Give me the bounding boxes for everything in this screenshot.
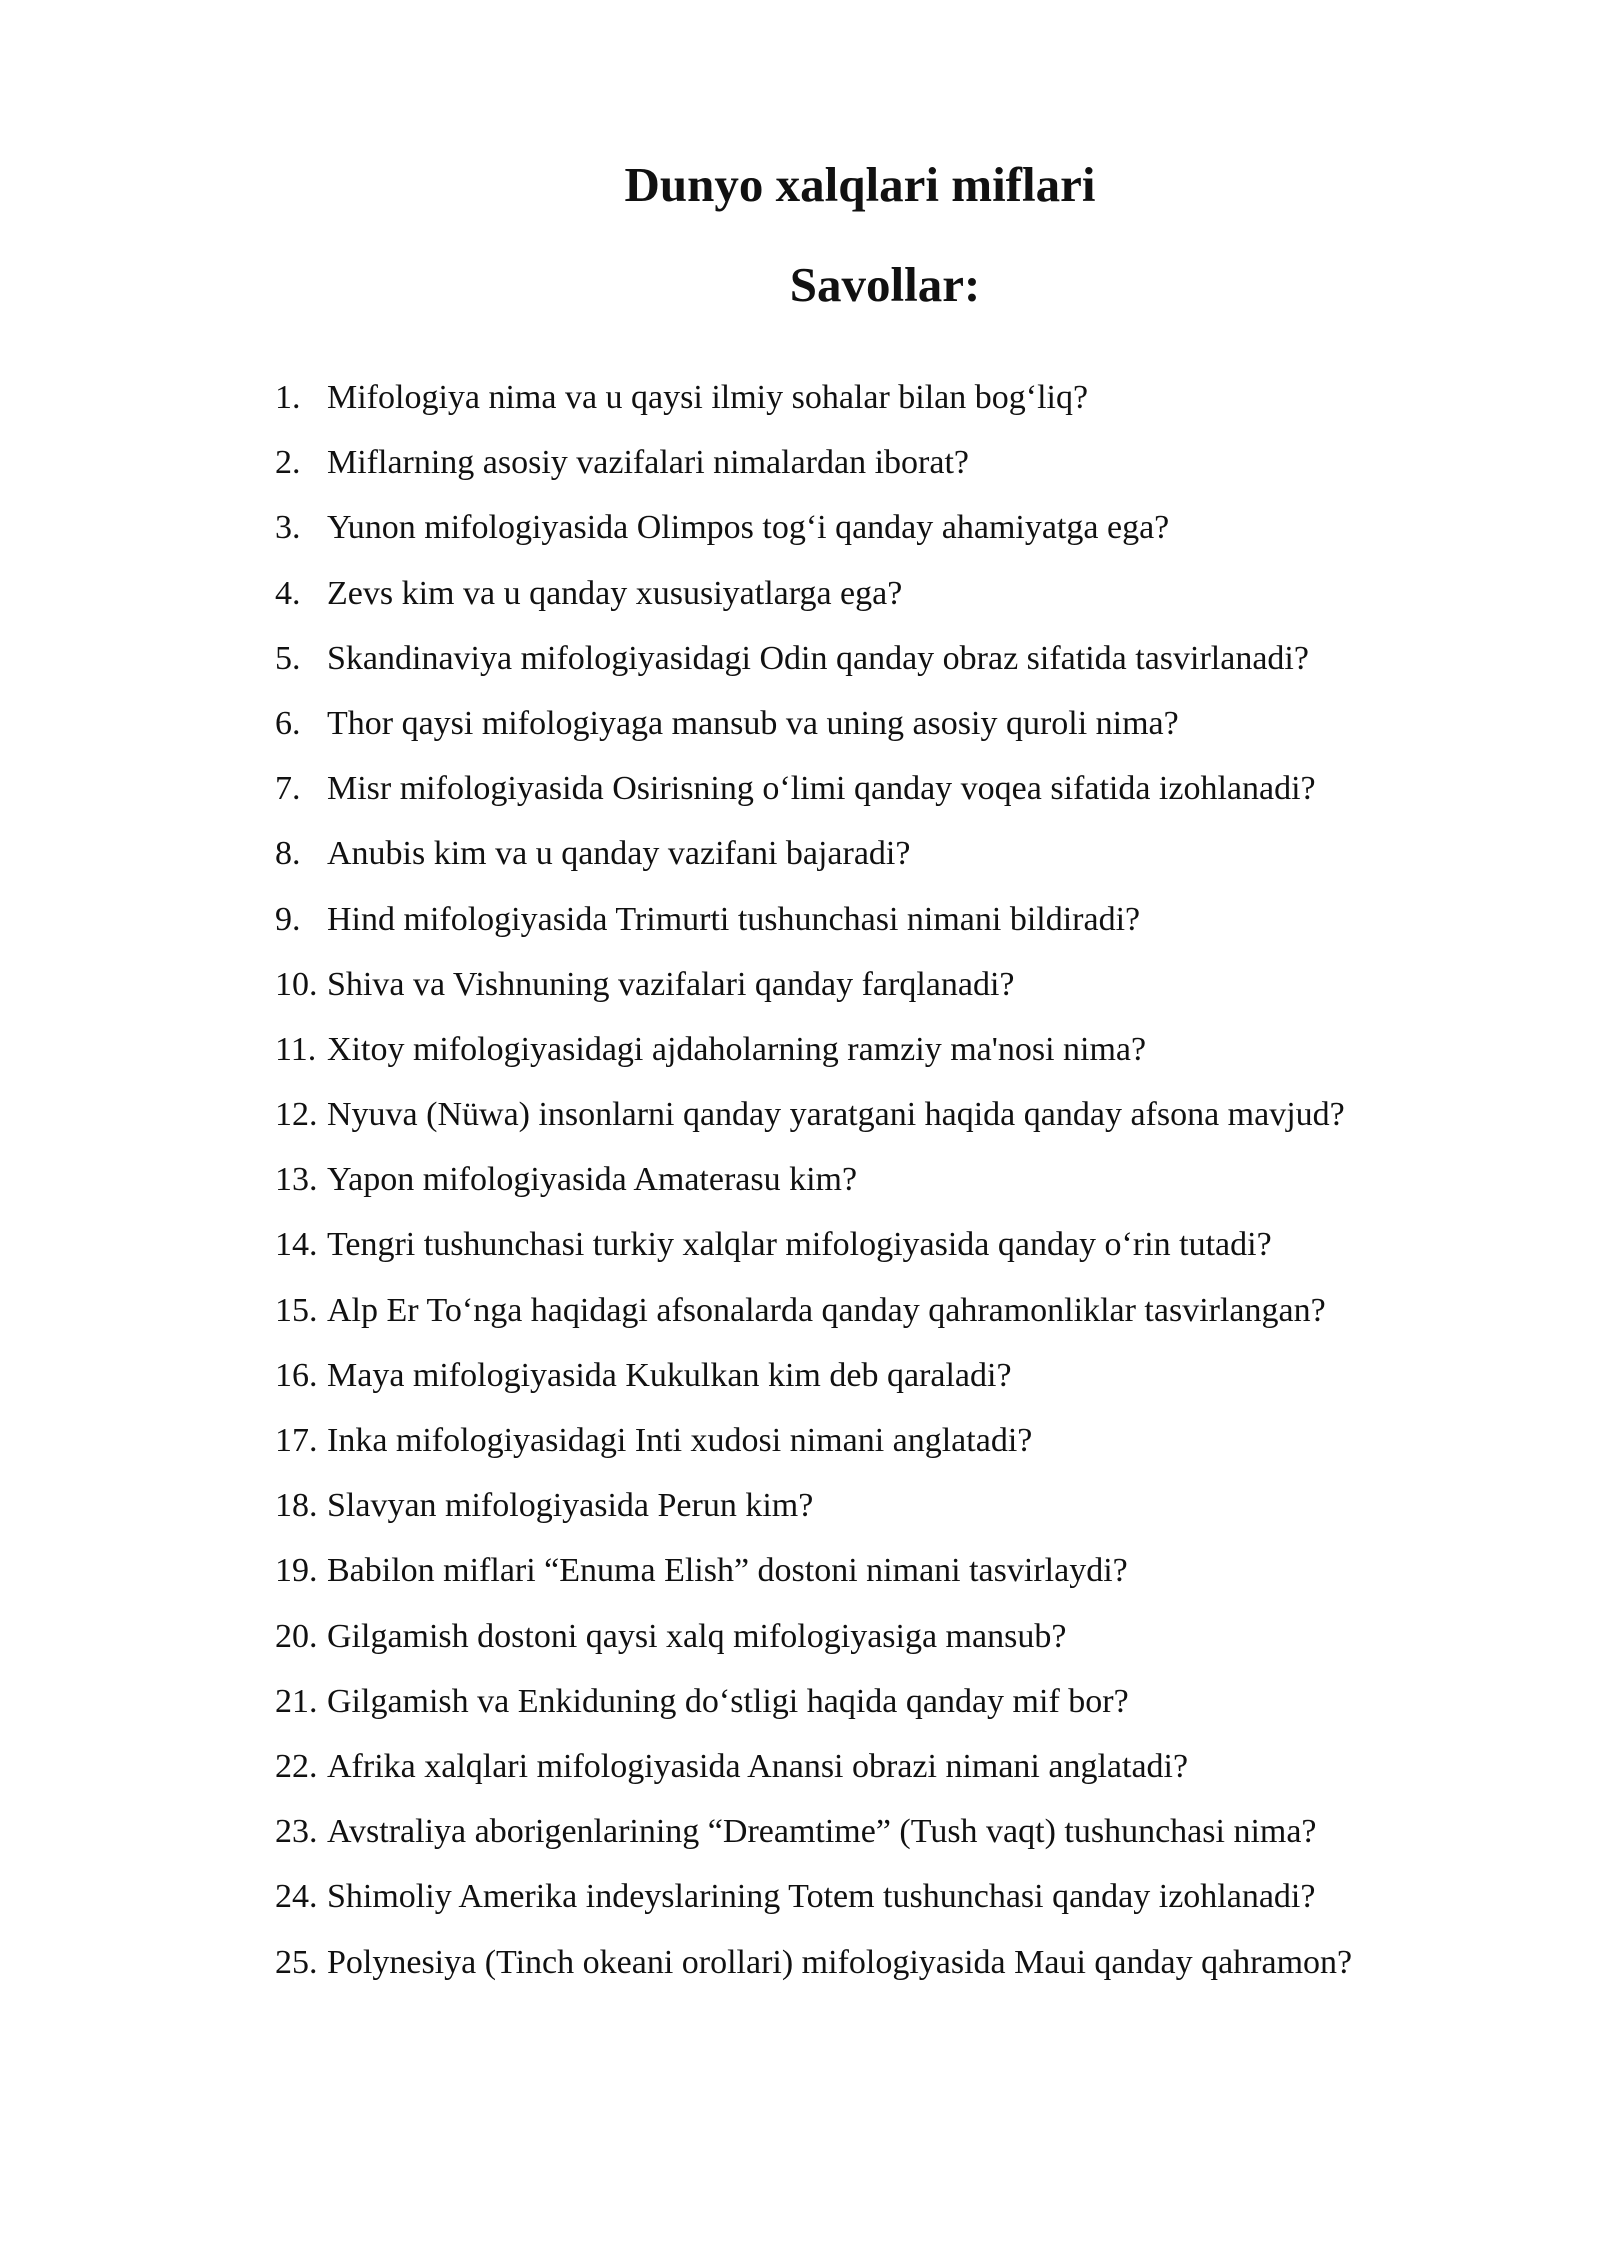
question-number: 14. [275, 1226, 318, 1264]
question-number: 6. [275, 704, 301, 742]
question-text: Maya mifologiyasida Kukulkan kim deb qaraladi? [327, 1356, 1012, 1394]
question-number: 1. [275, 379, 301, 416]
question-text: Hind mifologiyasida Trimurti tushunchasi nimani bildiradi? [327, 900, 1141, 938]
question-text: Yunon mifologiyasida Olimpos tog‘i qanday ahamiyatga ega? [327, 509, 1170, 547]
question-number: 2. [275, 444, 301, 482]
list-item [275, 1877, 1352, 1942]
question-text: Anubis kim va u qanday vazifani bajaradi? [327, 835, 911, 873]
question-number: 16. [275, 1356, 318, 1394]
question-text: Gilgamish dostoni qaysi xalq mifologiyasiga mansub? [327, 1617, 1067, 1655]
question-text: Thor qaysi mifologiyaga mansub va uning asosiy quroli nima? [327, 704, 1179, 742]
list-item [275, 965, 1352, 1030]
list-item [275, 1617, 1352, 1682]
list-item [275, 508, 1352, 573]
question-number: 22. [275, 1747, 318, 1785]
question-text: Miflarning asosiy vazifalari nimalardan iborat? [327, 444, 969, 482]
question-text: Mifologiya nima va u qaysi ilmiy sohalar bilan bog‘liq? [327, 379, 1089, 416]
page-title: Dunyo xalqlari miflari [624, 157, 1096, 212]
list-item [275, 574, 1352, 639]
question-number: 11. [275, 1030, 317, 1068]
question-number: 23. [275, 1813, 318, 1851]
question-number: 24. [275, 1878, 318, 1916]
question-text: Gilgamish va Enkiduning do‘stligi haqida qanday mif bor? [327, 1682, 1129, 1720]
list-item [275, 769, 1352, 834]
question-number: 18. [275, 1487, 318, 1525]
question-number: 19. [275, 1552, 318, 1590]
question-text: Avstraliya aborigenlarining “Dreamtime” (Tush vaqt) tushunchasi nima? [327, 1813, 1317, 1851]
question-text: Shimoliy Amerika indeyslarining Totem tushunchasi qanday izohlanadi? [327, 1878, 1316, 1916]
list-item [275, 1095, 1352, 1160]
question-number: 3. [275, 509, 301, 547]
list-item [275, 900, 1352, 965]
question-number: 12. [275, 1096, 318, 1134]
list-item [275, 1030, 1352, 1095]
question-text: Tengri tushunchasi turkiy xalqlar mifologiyasida qanday o‘rin tutadi? [327, 1226, 1272, 1264]
list-item [275, 1160, 1352, 1225]
list-item [275, 1812, 1352, 1877]
list-item [275, 1551, 1352, 1616]
question-number: 10. [275, 965, 318, 1003]
question-text: Zevs kim va u qanday xususiyatlarga ega? [327, 574, 903, 612]
question-number: 25. [275, 1943, 318, 1981]
question-number: 7. [275, 770, 301, 808]
question-text: Nyuva (Nüwa) insonlarni qanday yaratgani haqida qanday afsona mavjud? [327, 1096, 1345, 1134]
question-number: 20. [275, 1617, 318, 1655]
list-item [275, 1747, 1352, 1812]
page-subtitle: Savollar: [789, 257, 981, 312]
question-text: Misr mifologiyasida Osirisning o‘limi qanday voqea sifatida izohlanadi? [327, 770, 1316, 808]
list-item [275, 1486, 1352, 1551]
question-text: Shiva va Vishnuning vazifalari qanday farqlanadi? [327, 965, 1015, 1003]
list-item [275, 1682, 1352, 1747]
list-item [275, 1225, 1352, 1290]
question-number: 4. [275, 574, 301, 612]
question-text: Slavyan mifologiyasida Perun kim? [327, 1487, 814, 1525]
list-item [275, 1421, 1352, 1486]
question-text: Babilon miflari “Enuma Elish” dostoni nimani tasvirlaydi? [327, 1552, 1128, 1590]
question-text: Yapon mifologiyasida Amaterasu kim? [327, 1161, 858, 1199]
question-number: 15. [275, 1291, 318, 1329]
question-text: Alp Er To‘nga haqidagi afsonalarda qanday qahramonliklar tasvirlangan? [327, 1291, 1326, 1329]
question-number: 21. [275, 1682, 318, 1720]
question-text: Xitoy mifologiyasidagi ajdaholarning ramziy ma'nosi nima? [327, 1030, 1147, 1068]
list-item [275, 1356, 1352, 1421]
list-item [275, 834, 1352, 899]
list-item [275, 704, 1352, 769]
list-item [275, 443, 1352, 508]
question-number: 13. [275, 1161, 318, 1199]
list-item [275, 1943, 1352, 2008]
list-item [275, 639, 1352, 704]
question-number: 8. [275, 835, 301, 873]
question-text: Inka mifologiyasidagi Inti xudosi nimani anglatadi? [327, 1422, 1033, 1459]
question-text: Afrika xalqlari mifologiyasida Anansi obrazi nimani anglatadi? [327, 1747, 1189, 1785]
question-number: 5. [275, 639, 301, 677]
question-number: 9. [275, 900, 301, 938]
question-list [275, 378, 1352, 2008]
question-text: Polynesiya (Tinch okeani orollari) mifologiyasida Maui qanday qahramon? [327, 1943, 1353, 1981]
list-item [275, 1291, 1352, 1356]
list-item [275, 378, 1352, 443]
question-number: 17. [275, 1422, 318, 1459]
question-text: Skandinaviya mifologiyasidagi Odin qanday obraz sifatida tasvirlanadi? [327, 639, 1309, 677]
